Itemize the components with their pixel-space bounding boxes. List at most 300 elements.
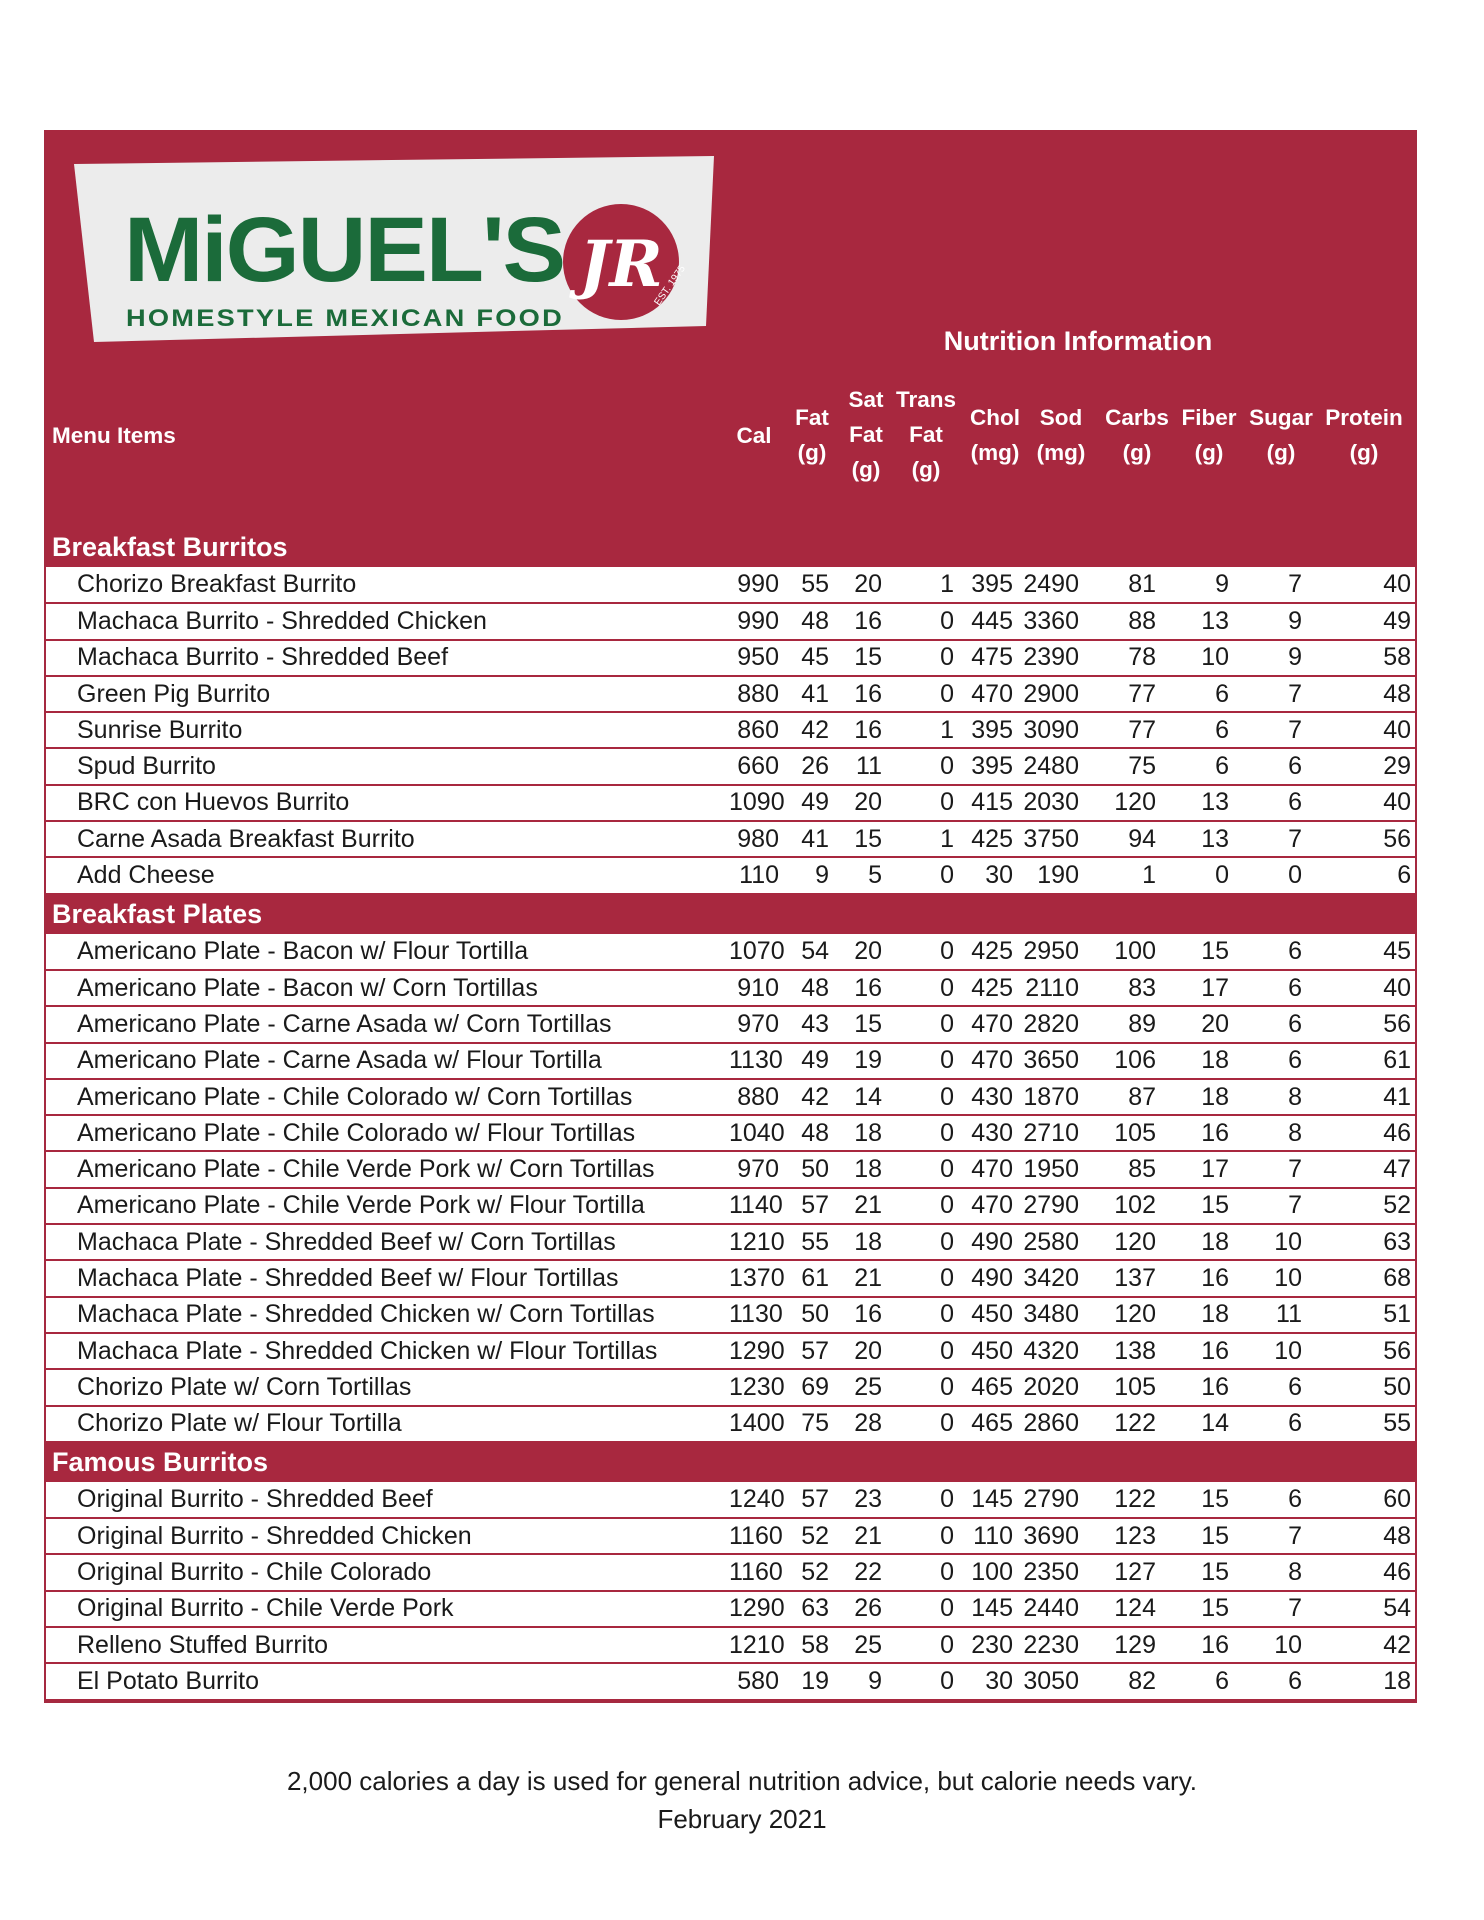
nutrition-value: 63 xyxy=(785,1591,835,1627)
nutrition-value: 2790 xyxy=(1019,1188,1085,1224)
nutrition-value: 970 xyxy=(729,1006,785,1042)
nutrition-value: 950 xyxy=(729,640,785,676)
nutrition-value: 0 xyxy=(888,1115,960,1151)
nutrition-value: 2480 xyxy=(1019,748,1085,784)
nutrition-value: 1160 xyxy=(729,1518,785,1554)
menu-item-name: Machaca Burrito - Shredded Beef xyxy=(46,640,729,676)
column-header-carbs xyxy=(1098,400,1176,470)
nutrition-value: 395 xyxy=(960,712,1019,748)
nutrition-value: 40 xyxy=(1308,567,1417,603)
menu-item-name: Americano Plate - Chile Colorado w/ Flour Tortillas xyxy=(46,1115,729,1151)
nutrition-value: 1130 xyxy=(729,1297,785,1333)
column-header-protein xyxy=(1316,400,1412,470)
nutrition-value: 138 xyxy=(1085,1333,1162,1369)
nutrition-value: 425 xyxy=(960,821,1019,857)
column-header-fat xyxy=(788,400,836,470)
nutrition-value: 16 xyxy=(835,970,888,1006)
nutrition-value: 395 xyxy=(960,567,1019,603)
nutrition-value: 980 xyxy=(729,821,785,857)
nutrition-value: 17 xyxy=(1162,970,1235,1006)
nutrition-value: 0 xyxy=(888,1518,960,1554)
nutrition-value: 42 xyxy=(785,712,835,748)
nutrition-value: 6 xyxy=(1235,1006,1308,1042)
nutrition-value: 6 xyxy=(1308,857,1417,893)
table-row xyxy=(46,1079,1417,1115)
menu-item-name: Machaca Plate - Shredded Beef w/ Corn Tortillas xyxy=(46,1224,729,1260)
column-header-menu-items: Menu Items xyxy=(52,423,176,448)
menu-item-name: Relleno Stuffed Burrito xyxy=(46,1627,729,1663)
nutrition-value: 3360 xyxy=(1019,603,1085,639)
nutrition-value: 3050 xyxy=(1019,1663,1085,1699)
nutrition-value: 68 xyxy=(1308,1260,1417,1296)
nutrition-value: 50 xyxy=(1308,1369,1417,1405)
nutrition-value: 3090 xyxy=(1019,712,1085,748)
nutrition-value: 16 xyxy=(835,712,888,748)
nutrition-value: 1290 xyxy=(729,1333,785,1369)
nutrition-value: 2390 xyxy=(1019,640,1085,676)
nutrition-value: 10 xyxy=(1235,1260,1308,1296)
nutrition-value: 16 xyxy=(1162,1627,1235,1663)
menu-item-name: BRC con Huevos Burrito xyxy=(46,785,729,821)
nutrition-value: 6 xyxy=(1162,748,1235,784)
nutrition-value: 105 xyxy=(1085,1115,1162,1151)
nutrition-value: 54 xyxy=(1308,1591,1417,1627)
nutrition-value: 56 xyxy=(1308,1006,1417,1042)
nutrition-value: 20 xyxy=(1162,1006,1235,1042)
nutrition-value: 1 xyxy=(888,567,960,603)
menu-item-name: Sunrise Burrito xyxy=(46,712,729,748)
nutrition-value: 83 xyxy=(1085,970,1162,1006)
nutrition-value: 137 xyxy=(1085,1260,1162,1296)
table-row xyxy=(46,970,1417,1006)
column-header-line: Sod xyxy=(1039,405,1083,430)
nutrition-value: 0 xyxy=(888,1663,960,1699)
nutrition-value: 13 xyxy=(1162,785,1235,821)
nutrition-value: 13 xyxy=(1162,603,1235,639)
nutrition-value: 16 xyxy=(1162,1260,1235,1296)
nutrition-value: 120 xyxy=(1085,1224,1162,1260)
nutrition-value: 82 xyxy=(1085,1663,1162,1699)
nutrition-value: 30 xyxy=(960,857,1019,893)
nutrition-value: 18 xyxy=(835,1115,888,1151)
menu-item-name: Original Burrito - Shredded Chicken xyxy=(46,1518,729,1554)
nutrition-value: 0 xyxy=(888,748,960,784)
nutrition-value: 47 xyxy=(1308,1151,1417,1187)
menu-item-name: El Potato Burrito xyxy=(46,1663,729,1699)
nutrition-value: 145 xyxy=(960,1591,1019,1627)
menu-item-name: Original Burrito - Shredded Beef xyxy=(46,1482,729,1518)
nutrition-value: 9 xyxy=(1235,603,1308,639)
column-header-fiber xyxy=(1176,400,1242,470)
column-header-line: Carbs xyxy=(1105,405,1169,430)
table-row xyxy=(46,1043,1417,1079)
nutrition-value: 6 xyxy=(1235,1369,1308,1405)
nutrition-value: 0 xyxy=(888,1591,960,1627)
footer xyxy=(0,1762,1484,1838)
table-row xyxy=(46,1406,1417,1442)
table-row xyxy=(46,748,1417,784)
nutrition-value: 49 xyxy=(1308,603,1417,639)
menu-item-name: Machaca Plate - Shredded Chicken w/ Flour Tortillas xyxy=(46,1333,729,1369)
nutrition-value: 45 xyxy=(1308,934,1417,970)
nutrition-value: 0 xyxy=(888,1627,960,1663)
table-row xyxy=(46,567,1417,603)
nutrition-value: 470 xyxy=(960,1188,1019,1224)
table-row xyxy=(46,1260,1417,1296)
nutrition-value: 21 xyxy=(835,1260,888,1296)
nutrition-value: 6 xyxy=(1162,676,1235,712)
nutrition-value: 19 xyxy=(835,1043,888,1079)
nutrition-value: 81 xyxy=(1085,567,1162,603)
table-row xyxy=(46,603,1417,639)
nutrition-value: 9 xyxy=(835,1663,888,1699)
nutrition-value: 122 xyxy=(1085,1406,1162,1442)
logo-brand-text: MiGUEL'S xyxy=(124,199,564,301)
nutrition-value: 880 xyxy=(729,1079,785,1115)
nutrition-value: 40 xyxy=(1308,970,1417,1006)
nutrition-value: 450 xyxy=(960,1333,1019,1369)
nutrition-value: 990 xyxy=(729,603,785,639)
nutrition-value: 7 xyxy=(1235,821,1308,857)
nutrition-value: 25 xyxy=(835,1627,888,1663)
nutrition-value: 1070 xyxy=(729,934,785,970)
nutrition-value: 425 xyxy=(960,934,1019,970)
nutrition-value: 89 xyxy=(1085,1006,1162,1042)
nutrition-value: 6 xyxy=(1235,970,1308,1006)
nutrition-value: 0 xyxy=(888,1406,960,1442)
nutrition-value: 415 xyxy=(960,785,1019,821)
nutrition-value: 880 xyxy=(729,676,785,712)
nutrition-value: 69 xyxy=(785,1369,835,1405)
nutrition-value: 2110 xyxy=(1019,970,1085,1006)
menu-item-name: Green Pig Burrito xyxy=(46,676,729,712)
nutrition-value: 5 xyxy=(835,857,888,893)
table-row xyxy=(46,1591,1417,1627)
table-row xyxy=(46,676,1417,712)
nutrition-value: 7 xyxy=(1235,1518,1308,1554)
nutrition-value: 8 xyxy=(1235,1079,1308,1115)
nutrition-value: 29 xyxy=(1308,748,1417,784)
nutrition-value: 51 xyxy=(1308,1297,1417,1333)
nutrition-value: 6 xyxy=(1235,1406,1308,1442)
nutrition-value: 15 xyxy=(1162,1188,1235,1224)
nutrition-value: 145 xyxy=(960,1482,1019,1518)
nutrition-value: 25 xyxy=(835,1369,888,1405)
table-row xyxy=(46,1224,1417,1260)
nutrition-value: 30 xyxy=(960,1663,1019,1699)
nutrition-value: 0 xyxy=(888,676,960,712)
menu-item-name: Spud Burrito xyxy=(46,748,729,784)
footer-note: 2,000 calories a day is used for general nutrition advice, but calorie needs vary. xyxy=(286,1766,1198,1796)
section-header-row xyxy=(46,527,1417,567)
table-row xyxy=(46,1297,1417,1333)
menu-item-name: Add Cheese xyxy=(46,857,729,893)
column-header-cal xyxy=(726,418,782,453)
nutrition-value: 3420 xyxy=(1019,1260,1085,1296)
table-row xyxy=(46,1006,1417,1042)
nutrition-value: 19 xyxy=(785,1663,835,1699)
nutrition-value: 52 xyxy=(785,1518,835,1554)
nutrition-value: 190 xyxy=(1019,857,1085,893)
column-header-line: Fat xyxy=(909,422,943,447)
nutrition-value: 1210 xyxy=(729,1224,785,1260)
nutrition-value: 0 xyxy=(888,1482,960,1518)
nutrition-value: 0 xyxy=(888,1006,960,1042)
table-row xyxy=(46,1188,1417,1224)
nutrition-value: 3650 xyxy=(1019,1043,1085,1079)
nutrition-value: 4320 xyxy=(1019,1333,1085,1369)
nutrition-value: 7 xyxy=(1235,1188,1308,1224)
nutrition-value: 580 xyxy=(729,1663,785,1699)
menu-item-name: Americano Plate - Chile Colorado w/ Corn Tortillas xyxy=(46,1079,729,1115)
nutrition-value: 0 xyxy=(888,1043,960,1079)
nutrition-value: 20 xyxy=(835,785,888,821)
nutrition-value: 6 xyxy=(1235,748,1308,784)
nutrition-value: 1400 xyxy=(729,1406,785,1442)
nutrition-value: 15 xyxy=(1162,934,1235,970)
nutrition-value: 2030 xyxy=(1019,785,1085,821)
nutrition-value: 470 xyxy=(960,1043,1019,1079)
nutrition-value: 61 xyxy=(785,1260,835,1296)
nutrition-value: 50 xyxy=(785,1151,835,1187)
nutrition-value: 110 xyxy=(729,857,785,893)
nutrition-value: 42 xyxy=(785,1079,835,1115)
nutrition-value: 49 xyxy=(785,1043,835,1079)
nutrition-value: 100 xyxy=(1085,934,1162,970)
menu-item-name: Original Burrito - Chile Verde Pork xyxy=(46,1591,729,1627)
nutrition-value: 430 xyxy=(960,1115,1019,1151)
nutrition-value: 10 xyxy=(1235,1333,1308,1369)
nutrition-value: 56 xyxy=(1308,821,1417,857)
nutrition-value: 1 xyxy=(1085,857,1162,893)
nutrition-value: 18 xyxy=(1308,1663,1417,1699)
nutrition-value: 23 xyxy=(835,1482,888,1518)
nutrition-value: 0 xyxy=(1162,857,1235,893)
column-header-line: (g) xyxy=(797,440,827,465)
nutrition-value: 18 xyxy=(835,1224,888,1260)
nutrition-value: 2820 xyxy=(1019,1006,1085,1042)
table-row xyxy=(46,1554,1417,1590)
column-header-line: Fiber xyxy=(1181,405,1237,430)
nutrition-value: 57 xyxy=(785,1188,835,1224)
nutrition-value: 16 xyxy=(1162,1369,1235,1405)
menu-item-name: Chorizo Plate w/ Flour Tortilla xyxy=(46,1406,729,1442)
nutrition-value: 1130 xyxy=(729,1043,785,1079)
nutrition-value: 41 xyxy=(1308,1079,1417,1115)
nutrition-value: 85 xyxy=(1085,1151,1162,1187)
section-header-row xyxy=(46,894,1417,934)
nutrition-value: 9 xyxy=(1162,567,1235,603)
nutrition-value: 50 xyxy=(785,1297,835,1333)
nutrition-value: 40 xyxy=(1308,712,1417,748)
nutrition-value: 14 xyxy=(1162,1406,1235,1442)
nutrition-value: 55 xyxy=(785,1224,835,1260)
nutrition-value: 1 xyxy=(888,821,960,857)
nutrition-value: 75 xyxy=(785,1406,835,1442)
nutrition-value: 15 xyxy=(1162,1518,1235,1554)
column-header-line: Sat xyxy=(848,387,884,412)
table-row xyxy=(46,821,1417,857)
nutrition-value: 106 xyxy=(1085,1043,1162,1079)
nutrition-value: 43 xyxy=(785,1006,835,1042)
table-row xyxy=(46,857,1417,893)
nutrition-value: 129 xyxy=(1085,1627,1162,1663)
nutrition-value: 10 xyxy=(1235,1224,1308,1260)
table-row xyxy=(46,1115,1417,1151)
menu-item-name: Americano Plate - Carne Asada w/ Flour Tortilla xyxy=(46,1043,729,1079)
nutrition-value: 6 xyxy=(1162,1663,1235,1699)
nutrition-value: 6 xyxy=(1235,934,1308,970)
nutrition-value: 15 xyxy=(1162,1591,1235,1627)
nutrition-value: 15 xyxy=(1162,1554,1235,1590)
nutrition-value: 0 xyxy=(888,603,960,639)
nutrition-value: 11 xyxy=(835,748,888,784)
logo-graphic xyxy=(74,156,714,342)
nutrition-value: 2020 xyxy=(1019,1369,1085,1405)
nutrition-value: 970 xyxy=(729,1151,785,1187)
nutrition-value: 0 xyxy=(888,1079,960,1115)
nutrition-value: 0 xyxy=(888,1151,960,1187)
nutrition-value: 8 xyxy=(1235,1554,1308,1590)
nutrition-value: 122 xyxy=(1085,1482,1162,1518)
nutrition-value: 15 xyxy=(835,1006,888,1042)
nutrition-value: 990 xyxy=(729,567,785,603)
nutrition-value: 46 xyxy=(1308,1554,1417,1590)
nutrition-value: 48 xyxy=(785,970,835,1006)
nutrition-value: 490 xyxy=(960,1224,1019,1260)
column-header-line: Chol xyxy=(970,405,1020,430)
table-row xyxy=(46,1627,1417,1663)
column-header-line: (g) xyxy=(851,457,881,482)
nutrition-value: 3690 xyxy=(1019,1518,1085,1554)
nutrition-value: 0 xyxy=(888,1260,960,1296)
nutrition-value: 7 xyxy=(1235,712,1308,748)
menu-item-name: Americano Plate - Bacon w/ Corn Tortillas xyxy=(46,970,729,1006)
nutrition-value: 0 xyxy=(888,1369,960,1405)
nutrition-value: 0 xyxy=(888,970,960,1006)
nutrition-value: 2230 xyxy=(1019,1627,1085,1663)
nutrition-value: 0 xyxy=(888,785,960,821)
nutrition-value: 94 xyxy=(1085,821,1162,857)
nutrition-value: 8 xyxy=(1235,1115,1308,1151)
nutrition-value: 77 xyxy=(1085,712,1162,748)
nutrition-value: 2790 xyxy=(1019,1482,1085,1518)
nutrition-sheet xyxy=(44,130,1417,1703)
nutrition-value: 18 xyxy=(1162,1224,1235,1260)
nutrition-value: 11 xyxy=(1235,1297,1308,1333)
nutrition-value: 425 xyxy=(960,970,1019,1006)
nutrition-value: 1040 xyxy=(729,1115,785,1151)
nutrition-value: 16 xyxy=(835,603,888,639)
nutrition-value: 100 xyxy=(960,1554,1019,1590)
nutrition-value: 54 xyxy=(785,934,835,970)
nutrition-value: 48 xyxy=(785,1115,835,1151)
nutrition-value: 48 xyxy=(785,603,835,639)
nutrition-value: 42 xyxy=(1308,1627,1417,1663)
nutrition-value: 430 xyxy=(960,1079,1019,1115)
nutrition-value: 123 xyxy=(1085,1518,1162,1554)
nutrition-value: 127 xyxy=(1085,1554,1162,1590)
column-header-sod xyxy=(1027,400,1095,470)
nutrition-value: 10 xyxy=(1235,1627,1308,1663)
column-header-line: (g) xyxy=(1122,440,1152,465)
nutrition-value: 61 xyxy=(1308,1043,1417,1079)
nutrition-value: 10 xyxy=(1162,640,1235,676)
column-header-line: Fat xyxy=(795,405,829,430)
nutrition-value: 0 xyxy=(888,1333,960,1369)
nutrition-value: 1210 xyxy=(729,1627,785,1663)
nutrition-value: 16 xyxy=(1162,1333,1235,1369)
nutrition-value: 18 xyxy=(1162,1297,1235,1333)
nutrition-value: 0 xyxy=(1235,857,1308,893)
menu-item-name: Chorizo Plate w/ Corn Tortillas xyxy=(46,1369,729,1405)
nutrition-value: 15 xyxy=(835,821,888,857)
nutrition-value: 0 xyxy=(888,1224,960,1260)
nutrition-value: 450 xyxy=(960,1297,1019,1333)
logo-badge-text: JR xyxy=(579,227,663,302)
nutrition-value: 2580 xyxy=(1019,1224,1085,1260)
nutrition-value: 470 xyxy=(960,1151,1019,1187)
nutrition-value: 40 xyxy=(1308,785,1417,821)
nutrition-value: 48 xyxy=(1308,1518,1417,1554)
nutrition-value: 41 xyxy=(785,821,835,857)
menu-item-name: Machaca Plate - Shredded Chicken w/ Corn Tortillas xyxy=(46,1297,729,1333)
nutrition-value: 230 xyxy=(960,1627,1019,1663)
nutrition-value: 475 xyxy=(960,640,1019,676)
nutrition-value: 87 xyxy=(1085,1079,1162,1115)
menu-item-name: Americano Plate - Chile Verde Pork w/ Flour Tortilla xyxy=(46,1188,729,1224)
nutrition-value: 52 xyxy=(1308,1188,1417,1224)
nutrition-value: 3750 xyxy=(1019,821,1085,857)
nutrition-value: 7 xyxy=(1235,676,1308,712)
nutrition-value: 58 xyxy=(1308,640,1417,676)
nutrition-value: 102 xyxy=(1085,1188,1162,1224)
column-header-line: (mg) xyxy=(970,440,1020,465)
nutrition-value: 58 xyxy=(785,1627,835,1663)
nutrition-value: 16 xyxy=(835,676,888,712)
nutrition-value: 2900 xyxy=(1019,676,1085,712)
column-header-line: Protein xyxy=(1325,405,1403,430)
nutrition-value: 17 xyxy=(1162,1151,1235,1187)
nutrition-value: 910 xyxy=(729,970,785,1006)
nutrition-value: 2860 xyxy=(1019,1406,1085,1442)
nutrition-value: 120 xyxy=(1085,785,1162,821)
column-header-line: (g) xyxy=(1194,440,1224,465)
column-header-line: (g) xyxy=(1266,440,1296,465)
nutrition-value: 7 xyxy=(1235,567,1308,603)
nutrition-value: 16 xyxy=(835,1297,888,1333)
nutrition-value: 49 xyxy=(785,785,835,821)
nutrition-value: 490 xyxy=(960,1260,1019,1296)
column-header-line: Sugar xyxy=(1249,405,1313,430)
table-row xyxy=(46,1151,1417,1187)
nutrition-value: 78 xyxy=(1085,640,1162,676)
header-band xyxy=(46,130,1415,527)
nutrition-value: 20 xyxy=(835,934,888,970)
nutrition-value: 6 xyxy=(1235,785,1308,821)
nutrition-value: 15 xyxy=(835,640,888,676)
nutrition-value: 56 xyxy=(1308,1333,1417,1369)
nutrition-value: 45 xyxy=(785,640,835,676)
nutrition-value: 20 xyxy=(835,1333,888,1369)
nutrition-value: 77 xyxy=(1085,676,1162,712)
nutrition-value: 63 xyxy=(1308,1224,1417,1260)
table-row xyxy=(46,1369,1417,1405)
section-header-row xyxy=(46,1442,1417,1482)
nutrition-value: 1140 xyxy=(729,1188,785,1224)
nutrition-value: 110 xyxy=(960,1518,1019,1554)
nutrition-value: 75 xyxy=(1085,748,1162,784)
